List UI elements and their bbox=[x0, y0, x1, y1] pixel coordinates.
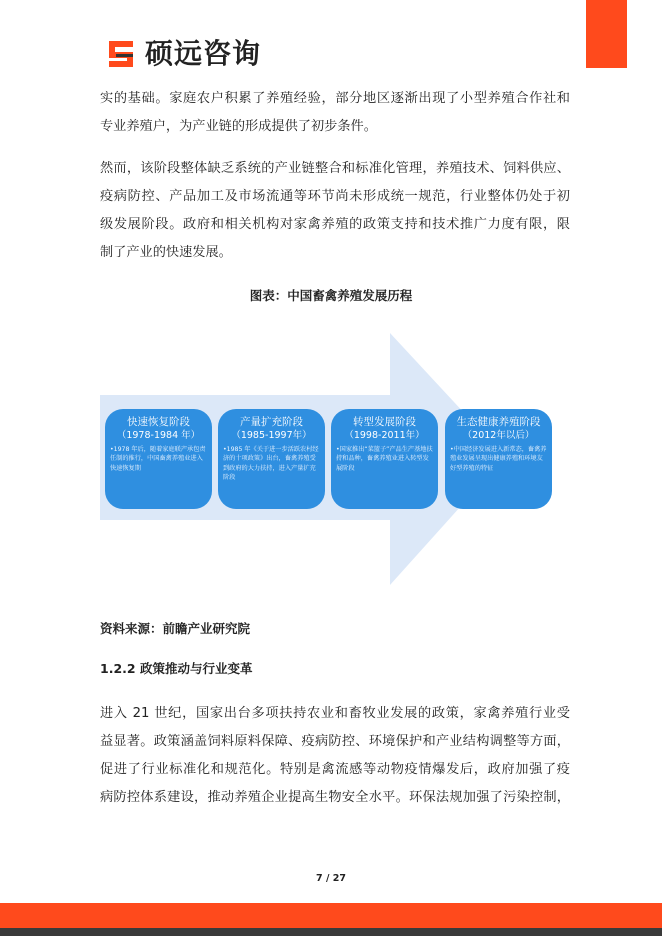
paragraph-line: 疫病防控、产品加工及市场流通等环节尚未形成统一规范，行业整体仍处于初 bbox=[100, 189, 570, 204]
paragraph-line: 病防控体系建设，推动养殖企业提高生物安全水平。环保法规加强了污染控制， bbox=[100, 790, 570, 805]
intro-paragraph bbox=[100, 85, 570, 141]
stage-name: 快速恢复阶段 bbox=[127, 416, 190, 428]
paragraph-line: 促进了行业标准化和规范化。特别是禽流感等动物疫情爆发后，政府加强了疫 bbox=[100, 762, 570, 777]
paragraph-line: 益显著。政策涵盖饲料原料保障、疫病防控、环境保护和产业结构调整等方面， bbox=[100, 734, 570, 749]
paragraph-line: 然而，该阶段整体缺乏系统的产业链整合和标准化管理，养殖技术、饲料供应、 bbox=[100, 161, 570, 176]
page-number: 7 / 27 bbox=[316, 873, 346, 884]
stage-name: 生态健康养殖阶段 bbox=[456, 416, 541, 428]
paragraph-line: 进入 21 世纪，国家出台多项扶持农业和畜牧业发展的政策，家禽养殖行业受 bbox=[100, 706, 570, 721]
section-heading: 1.2.2 政策推动与行业变革 bbox=[100, 661, 253, 676]
company-logo bbox=[107, 36, 261, 72]
stage-description: •1985 年《关于进一步活跃农村经济的十项政策》出台，畜禽养殖受到政府的大力扶持，进入产量扩充阶段 bbox=[223, 446, 319, 482]
stage-card bbox=[331, 409, 438, 509]
figure-title: 图表：中国畜禽养殖发展历程 bbox=[249, 288, 413, 303]
second-paragraph bbox=[100, 155, 570, 267]
intro-line: 实的基础。家庭农户积累了养殖经验，部分地区逐渐出现了小型养殖合作社和 bbox=[100, 91, 570, 106]
stage-years: （1998-2011年） bbox=[344, 430, 425, 441]
stage-years: （2012年以后） bbox=[462, 430, 535, 441]
paragraph-line: 级发展阶段。政府和相关机构对家禽养殖的政策支持和技术推广力度有限，限 bbox=[100, 217, 570, 232]
stage-card bbox=[218, 409, 325, 509]
development-timeline-diagram bbox=[100, 325, 565, 590]
stage-description: •国家推出“菜篮子”产品生产基地扶持和品种，畜禽养殖业进入转型发展阶段 bbox=[336, 446, 433, 472]
stage-name: 转型发展阶段 bbox=[353, 416, 416, 428]
stage-description: •1978 年后，随着家庭联产承包责任制的推行，中国畜禽养殖业进入快速恢复期 bbox=[110, 446, 206, 472]
stage-card bbox=[445, 409, 552, 509]
stage-description: •中国经济发展进入新常态，畜禽养殖业发展呈现出健康养殖和环境友好型养殖的特征 bbox=[450, 446, 547, 472]
section-paragraph bbox=[100, 700, 570, 812]
stage-card bbox=[105, 409, 212, 509]
header-corner-block bbox=[586, 0, 627, 68]
intro-line: 专业养殖户，为产业链的形成提供了初步条件。 bbox=[100, 119, 377, 134]
footer-bar bbox=[0, 903, 662, 928]
source-note: 资料来源：前瞻产业研究院 bbox=[100, 621, 251, 636]
logo-mark-icon bbox=[107, 39, 137, 69]
stage-name: 产量扩充阶段 bbox=[240, 416, 303, 428]
stage-years: （1978-1984 年） bbox=[116, 430, 201, 441]
stage-years: （1985-1997年） bbox=[231, 430, 312, 441]
company-name: 硕远咨询 bbox=[145, 37, 262, 70]
footer-bottom-strip bbox=[0, 928, 662, 936]
paragraph-line: 制了产业的快速发展。 bbox=[100, 245, 232, 260]
